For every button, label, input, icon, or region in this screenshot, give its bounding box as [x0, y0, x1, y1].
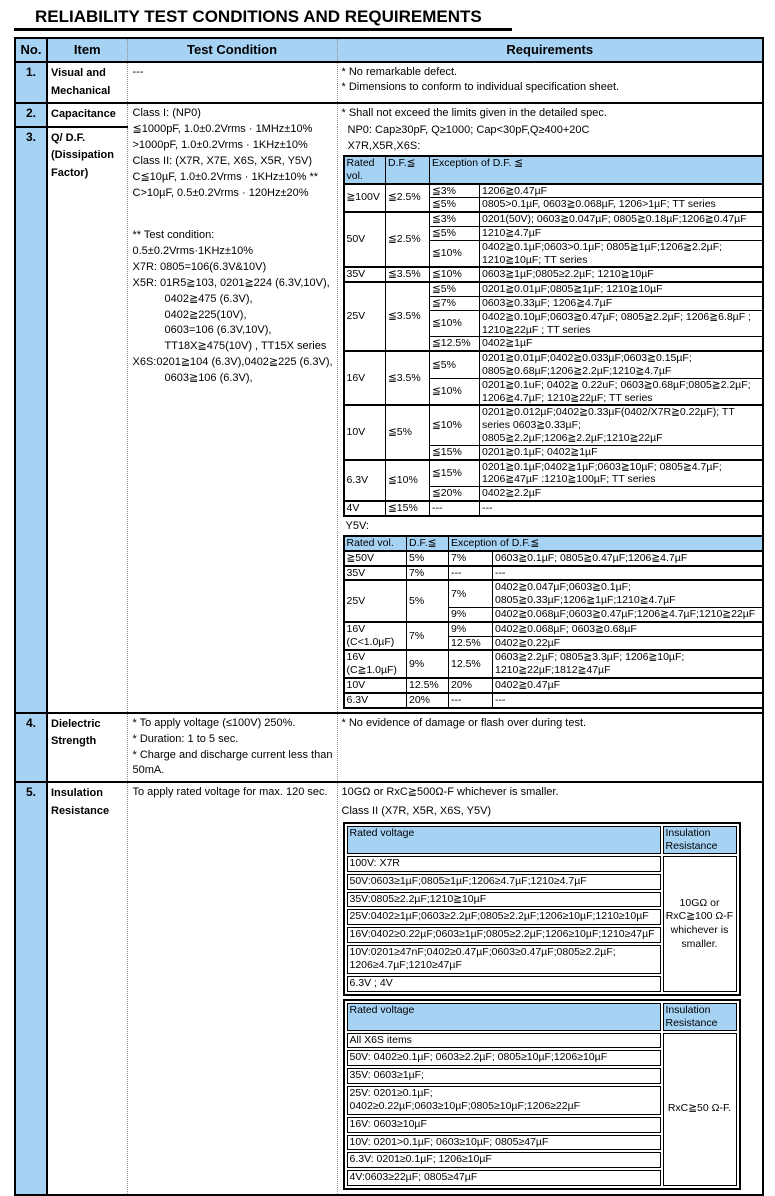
- ir-table-x6s: [343, 999, 741, 1190]
- ir-value-cell: RxC≧50 Ω-F.: [663, 1033, 737, 1186]
- df-limit-cell: 5%: [407, 551, 449, 566]
- table-header-row: [15, 38, 763, 62]
- exception-desc-cell: 0402≧1µF: [480, 337, 763, 351]
- df-limit-cell: 12.5%: [407, 678, 449, 693]
- exception-percent-cell: ≦12.5%: [430, 337, 480, 351]
- exception-desc-cell: 0603≧0.33µF; 1206≧4.7µF: [480, 296, 763, 310]
- df-limit-cell: ≦15%: [386, 501, 430, 516]
- rated-voltage-cell: 25V: [344, 282, 386, 351]
- df-table-header: [344, 536, 763, 551]
- rated-voltage-cell: 25V: [344, 580, 407, 621]
- rated-voltage-cell: 35V: [344, 267, 386, 282]
- ir-rated-voltage-row: 6.3V: 0201≥0.1µF; 1206≥10µF: [347, 1152, 661, 1168]
- exception-percent-cell: ≦5%: [430, 226, 480, 240]
- exception-desc-cell: 0201≧0.012µF;0402≧0.33µF(0402/X7R≧0.22µF); TT series 0603≧0.33µF; 0805≧2.2µF;1206≧2.2µF;1210≧22µF: [480, 405, 763, 445]
- col-header-no: No.: [15, 38, 47, 62]
- np0-requirement: NP0: Cap≥30pF, Q≥1000; Cap<30pF,Q≥400+20C: [347, 124, 590, 137]
- exception-percent-cell: 20%: [449, 678, 493, 693]
- exception-desc-cell: 0402≧0.1µF;0603>0.1µF; 0805≧1µF;1206≧2.2µF; 1210≧10µF; TT series: [480, 240, 763, 267]
- header-insulation-resistance: Insulation Resistance: [663, 1003, 737, 1031]
- page-title: RELIABILITY TEST CONDITIONS AND REQUIREMENTS: [14, 7, 512, 31]
- exception-desc-cell: 0603≧0.1µF; 0805≧0.47µF;1206≧4.7µF: [493, 551, 763, 566]
- col-header-requirements: Requirements: [337, 38, 763, 62]
- exception-desc-cell: ---: [480, 501, 763, 516]
- exception-percent-cell: ≦10%: [430, 405, 480, 445]
- exception-desc-cell: 0402≧0.047µF;0603≧0.1µF; 0805≧0.33µF;1206≧1µF;1210≧4.7µF: [493, 580, 763, 607]
- condition-line: * Charge and discharge current less than 50mA.: [132, 748, 333, 777]
- header-rated-vol: Rated vol.: [344, 156, 386, 184]
- item-label: Capacitance: [47, 103, 127, 127]
- rated-voltage-cell: 4V: [344, 501, 386, 516]
- rated-voltage-cell: 10V: [344, 405, 386, 459]
- rated-voltage-cell: 50V: [344, 212, 386, 267]
- exception-desc-cell: 0201≧0.01µF;0805≧1µF; 1210≧10µF: [480, 282, 763, 296]
- exception-percent-cell: ≦10%: [430, 378, 480, 405]
- exception-desc-cell: 1206≧0.47µF: [480, 184, 763, 198]
- header-exception: Exception of D.F. ≦: [430, 156, 763, 184]
- item-label: Q/ D.F. (Dissipation Factor): [47, 127, 127, 713]
- condition-line: >1000pF, 1.0±0.2Vrms · 1KHz±10%: [132, 139, 308, 152]
- exception-desc-cell: ---: [493, 693, 763, 708]
- exception-percent-cell: 7%: [449, 580, 493, 607]
- col-header-item: Item: [47, 38, 127, 62]
- df-limit-cell: 9%: [407, 650, 449, 678]
- rated-voltage-cell: 16V: [344, 351, 386, 405]
- header-df-limit: D.F.≦: [386, 156, 430, 184]
- condition-line: * Duration: 1 to 5 sec.: [132, 732, 239, 745]
- condition-line: 0603=106 (6.3V,10V),: [164, 324, 272, 337]
- df-limit-cell: 20%: [407, 693, 449, 708]
- exception-percent-cell: ≦10%: [430, 310, 480, 337]
- exception-desc-cell: 0402≧0.10µF;0603≧0.47µF; 0805≧2.2µF; 1206≧6.8µF ; 1210≧22µF ; TT series: [480, 310, 763, 337]
- requirement-line: * Dimensions to conform to individual specification sheet.: [341, 81, 620, 94]
- exception-desc-cell: 0201≧0.1µF;0402≧1µF;0603≧10µF; 0805≧4.7µF; 1206≧47µF :1210≧100µF; TT series: [480, 460, 763, 487]
- class2-label: Class II (X7R, X5R, X6S, Y5V): [341, 804, 492, 817]
- test-condition-cell: [127, 103, 337, 712]
- exception-desc-cell: 0201(50V); 0603≧0.047µF; 0805≧0.18µF;1206≧0.47µF: [480, 212, 763, 226]
- exception-percent-cell: 7%: [449, 551, 493, 566]
- exception-desc-cell: 1210≧4.7µF: [480, 226, 763, 240]
- exception-desc-cell: 0402≧0.068µF;0603≧0.47µF;1206≧4.7µF;1210≧22µF: [493, 608, 763, 622]
- condition-line: X5R: 01R5≧103, 0201≧224 (6.3V,10V),: [132, 276, 330, 289]
- exception-percent-cell: ≦15%: [430, 460, 480, 487]
- df-limit-cell: ≦3.5%: [386, 267, 430, 282]
- df-limit-cell: 7%: [407, 622, 449, 651]
- exception-percent-cell: 12.5%: [449, 650, 493, 678]
- condition-line: 0603≧106 (6.3V),: [164, 372, 253, 385]
- row-visual-mechanical: [15, 62, 763, 103]
- test-condition-cell: To apply rated voltage for max. 120 sec.: [127, 782, 337, 1194]
- row-dielectric-strength: [15, 713, 763, 783]
- header-exception: Exception of D.F.≦: [449, 536, 763, 551]
- row-insulation-resistance: [15, 782, 763, 1194]
- ir-rated-voltage-row: 6.3V ; 4V: [347, 976, 661, 992]
- x7r-section-label: X7R,X5R,X6S:: [347, 139, 421, 152]
- ir-rated-voltage-row: 25V: 0201≥0.1µF; 0402≥0.22µF;0603≥10µF;0805≥10µF;1206≥22µF: [347, 1086, 661, 1115]
- ir-rated-voltage-row: All X6S items: [347, 1033, 661, 1049]
- df-table-header: [344, 156, 763, 184]
- condition-line: * To apply voltage (≤100V) 250%.: [132, 716, 296, 729]
- df-table-y5v: [343, 535, 764, 709]
- df-limit-cell: ≦10%: [386, 460, 430, 501]
- ir-rated-voltage-row: 50V: 0402≥0.1µF; 0603≥2.2µF; 0805≥10µF;1206≥10µF: [347, 1050, 661, 1066]
- rated-voltage-cell: 16V (C<1.0µF): [344, 622, 407, 651]
- exception-desc-cell: 0805>0.1µF, 0603≧0.068µF, 1206>1µF; TT series: [480, 198, 763, 212]
- rated-voltage-cell: ≧50V: [344, 551, 407, 566]
- exception-desc-cell: 0402≧2.2µF: [480, 487, 763, 501]
- item-label: Dielectric Strength: [47, 713, 127, 783]
- exception-desc-cell: ---: [493, 566, 763, 581]
- ir-rated-voltage-row: 10V: 0201>0.1µF; 0603≥10µF; 0805≥47µF: [347, 1135, 661, 1151]
- row-number: 2.: [15, 103, 47, 127]
- exception-percent-cell: ---: [430, 501, 480, 516]
- rated-voltage-cell: ≧100V: [344, 184, 386, 213]
- exception-percent-cell: 9%: [449, 622, 493, 636]
- test-condition-cell: ---: [127, 62, 337, 103]
- row-number: 1.: [15, 62, 47, 103]
- condition-line: X7R: 0805=106(6.3V&10V): [132, 260, 267, 273]
- ir-rated-voltage-row: 16V: 0603≥10µF: [347, 1117, 661, 1133]
- condition-line: X6S:0201≧104 (6.3V),0402≧225 (6.3V),: [132, 356, 333, 369]
- df-limit-cell: ≦3.5%: [386, 282, 430, 351]
- ir-table-class2: [343, 822, 741, 995]
- ir-rated-voltage-row: 10V:0201≥47nF;0402≥0.47µF;0603≥0.47µF;0805≥2.2µF; 1206≥4.7µF;1210≥47µF: [347, 945, 661, 974]
- ir-rated-voltage-row: 35V: 0603≥1µF;: [347, 1068, 661, 1084]
- exception-desc-cell: 0603≧2.2µF; 0805≧3.3µF; 1206≧10µF; 1210≧22µF;1812≧47µF: [493, 650, 763, 678]
- requirement-line: * No evidence of damage or flash over during test.: [341, 716, 587, 729]
- header-insulation-resistance: Insulation Resistance: [663, 826, 737, 854]
- exception-percent-cell: ≦5%: [430, 351, 480, 378]
- ir-table-header: [347, 1003, 737, 1031]
- requirements-cell: [337, 713, 763, 783]
- exception-desc-cell: 0201≧0.1uF; 0402≧ 0.22uF; 0603≧0.68µF;0805≧2.2µF; 1206≧4.7µF; 1210≧22µF; TT series: [480, 378, 763, 405]
- exception-percent-cell: ≦10%: [430, 267, 480, 282]
- header-rated-vol: Rated vol.: [344, 536, 407, 551]
- item-label: Insulation Resistance: [47, 782, 127, 1194]
- df-limit-cell: 5%: [407, 580, 449, 621]
- y5v-section-label: Y5V:: [345, 519, 369, 532]
- rated-voltage-cell: 16V (C≧1.0µF): [344, 650, 407, 678]
- rated-voltage-cell: 10V: [344, 678, 407, 693]
- exception-percent-cell: ≦7%: [430, 296, 480, 310]
- exception-percent-cell: ≦5%: [430, 282, 480, 296]
- exception-desc-cell: 0201≧0.1µF; 0402≧1µF: [480, 445, 763, 459]
- requirement-line: * No remarkable defect.: [341, 66, 458, 78]
- exception-desc-cell: 0402≧0.068µF; 0603≧0.68µF: [493, 622, 763, 636]
- df-limit-cell: ≦5%: [386, 405, 430, 459]
- ir-rated-voltage-row: 50V:0603≥1µF;0805≥1µF;1206≥4.7µF;1210≥4.7µF: [347, 874, 661, 890]
- condition-line: Class I: (NP0): [132, 107, 201, 120]
- reliability-table: [14, 37, 764, 1196]
- exception-desc-cell: 0402≧0.47µF: [493, 678, 763, 693]
- condition-line: ≦1000pF, 1.0±0.2Vrms · 1MHz±10%: [132, 123, 313, 136]
- exception-desc-cell: 0603≧1µF;0805≥2.2µF; 1210≧10µF: [480, 267, 763, 282]
- exception-percent-cell: ≦3%: [430, 184, 480, 198]
- exception-percent-cell: ---: [449, 566, 493, 581]
- item-label: Visual and Mechanical: [47, 62, 127, 103]
- row-number: 5.: [15, 782, 47, 1194]
- exception-desc-cell: 0402≧0.22µF: [493, 636, 763, 650]
- df-limit-cell: ≦3.5%: [386, 351, 430, 405]
- rated-voltage-cell: 6.3V: [344, 460, 386, 501]
- condition-line: C≦10µF, 1.0±0.2Vrms · 1KHz±10% **: [132, 170, 319, 183]
- requirements-cell: [337, 782, 763, 1194]
- exception-percent-cell: ≦3%: [430, 212, 480, 226]
- row-number: 3.: [15, 127, 47, 713]
- ir-rated-voltage-row: 16V:0402≥0.22µF;0603≥1µF;0805≥2.2µF;1206≥10µF;1210≥47µF: [347, 927, 661, 943]
- condition-line: TT18X≧475(10V) , TT15X series: [164, 340, 327, 353]
- condition-line: C>10µF, 0.5±0.2Vrms · 120Hz±20%: [132, 186, 309, 199]
- condition-line: Class II: (X7R, X7E, X6S, X5R, Y5V): [132, 155, 313, 167]
- header-rated-voltage: Rated voltage: [347, 826, 661, 854]
- requirements-cell: [337, 103, 763, 712]
- header-df-limit: D.F.≦: [407, 536, 449, 551]
- exception-percent-cell: ≦20%: [430, 487, 480, 501]
- exception-percent-cell: 9%: [449, 608, 493, 622]
- df-table-x7r-x5r-x6s: [343, 155, 764, 517]
- header-rated-voltage: Rated voltage: [347, 1003, 661, 1031]
- exception-percent-cell: ---: [449, 693, 493, 708]
- ir-rated-voltage-row: 100V: X7R: [347, 856, 661, 872]
- exception-percent-cell: ≦10%: [430, 240, 480, 267]
- ir-rated-voltage-row: 35V:0805≥2.2µF;1210≧10µF: [347, 892, 661, 908]
- df-limit-cell: ≦2.5%: [386, 184, 430, 213]
- ir-rated-voltage-row: 4V:0603≥22µF; 0805≥47µF: [347, 1170, 661, 1186]
- rated-voltage-cell: 6.3V: [344, 693, 407, 708]
- rated-voltage-cell: 35V: [344, 566, 407, 581]
- condition-line: 0402≧475 (6.3V), 0402≧225(10V),: [164, 292, 253, 321]
- requirement-line: * Shall not exceed the limits given in the detailed spec.: [341, 107, 607, 120]
- exception-percent-cell: ≦15%: [430, 445, 480, 459]
- exception-percent-cell: 12.5%: [449, 636, 493, 650]
- df-limit-cell: 7%: [407, 566, 449, 581]
- requirements-cell: [337, 62, 763, 103]
- row-number: 4.: [15, 713, 47, 783]
- exception-percent-cell: ≦5%: [430, 198, 480, 212]
- condition-line: ** Test condition: 0.5±0.2Vrms·1KHz±10%: [132, 228, 253, 257]
- row-capacitance: [15, 103, 763, 127]
- ir-table-header: [347, 826, 737, 854]
- df-limit-cell: ≦2.5%: [386, 212, 430, 267]
- ir-rated-voltage-row: 25V:0402≥1µF;0603≥2.2µF;0805≥2.2µF;1206≥10µF;1210≥10µF: [347, 909, 661, 925]
- test-condition-cell: [127, 713, 337, 783]
- exception-desc-cell: 0201≧0.01µF;0402≧0.033µF;0603≧0.15µF; 0805≧0.68µF;1206≧2.2µF;1210≧4.7µF: [480, 351, 763, 378]
- requirement-line: 10GΩ or RxC≧500Ω-F whichever is smaller.: [341, 786, 559, 799]
- col-header-test-condition: Test Condition: [127, 38, 337, 62]
- ir-value-cell: 10GΩ or RxC≧100 Ω-F whichever is smaller.: [663, 856, 737, 991]
